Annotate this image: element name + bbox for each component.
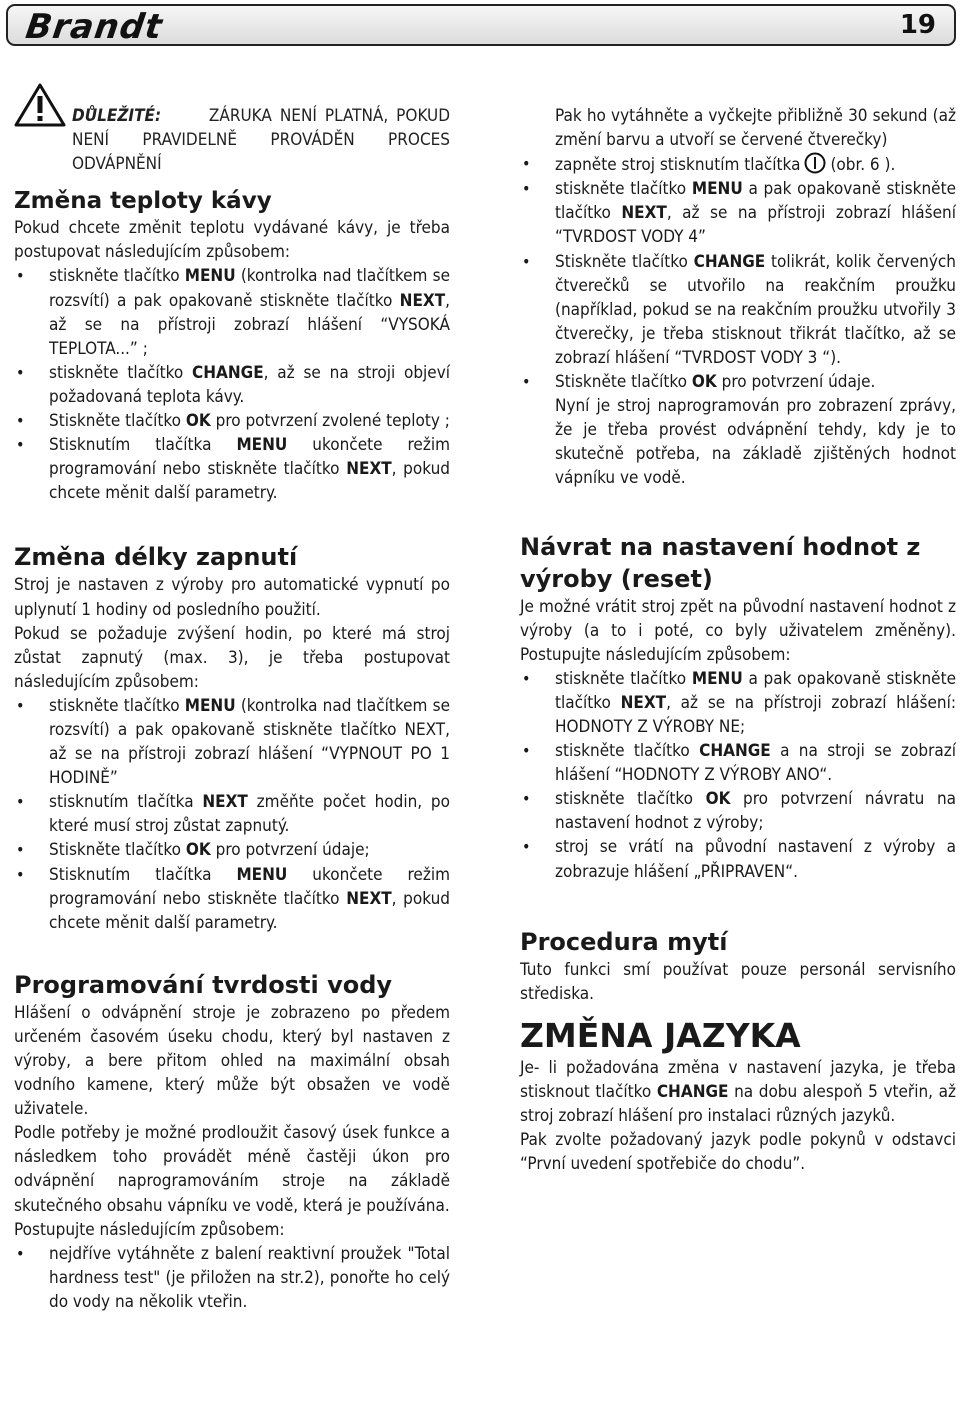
- on-time-steps: [14, 694, 450, 935]
- list-item: • stisknutím tlačítka NEXT změňte počet hodin, po které musí stroj zůstat zapnutý.: [14, 790, 450, 838]
- page-number: 19: [899, 10, 936, 40]
- list-item: • stiskněte tlačítko MENU a pak opakovaně stiskněte tlačítko NEXT, až se na přístroji zobrazí hlášení “TVRDOST VODY 4”: [520, 177, 956, 249]
- warning-triangle-icon: [14, 82, 66, 128]
- on-time-p1: Stroj je nastaven z výroby pro automatické vypnutí po uplynutí 1 hodiny od posledního použití.: [14, 575, 450, 620]
- list-item: • stiskněte tlačítko MENU a pak opakovaně stiskněte tlačítko NEXT, až se na přístroji zobrazí hlášení: HODNOTY Z VÝROBY NE;: [520, 667, 956, 739]
- list-item: • Stiskněte tlačítko CHANGE tolikrát, kolik červených čtverečků se utvořilo na reakčním proužku (například, pokud se na reakčním proužku utvořily 3 čtverečky, je třeba stisknout třikrát tlačítko, až se zobrazí hlášení “TVRDOST VODY 3 “).: [520, 250, 956, 370]
- washing-p1: Tuto funkci smí používat pouze personál servisního střediska.: [520, 959, 956, 1004]
- list-item-continued: Pak ho vytáhněte a vyčkejte přibližně 30 sekund (až změní barvu a utvoří se červené čtverečky): [555, 106, 956, 151]
- list-item: • stroj se vrátí na původní nastavení z výroby a zobrazuje hlášení „PŘIPRAVEN“.: [520, 835, 956, 883]
- heading-on-time: Změna délky zapnutí: [14, 543, 298, 572]
- hardness-p1: Hlášení o odvápnění stroje je zobrazeno po předem určeném časovém úseku chodu, který byl nastaven z výroby, a bere přitom ohled na maximální obsah vodního kamene, který může být obsažen ve vodě uživatele.: [14, 1002, 450, 1120]
- language-p2: Pak zvolte požadovaný jazyk podle pokynů v odstavci “První uvedení spotřebiče do chodu”.: [520, 1130, 956, 1175]
- warning-text: ZÁRUKA NENÍ PLATNÁ, POKUD NENÍ PRAVIDELNĚ PROVÁDĚN PROCES ODVÁPNĚNÍ: [72, 106, 450, 175]
- hardness-p2: Podle potřeby je možné prodloužit časový úsek funkce a následkem toho provádět méně častěji úkon pro odvápnění naprogramováním stroje na základě skutečného obsahu vápníku ve vodě, která je používána.: [14, 1123, 450, 1216]
- language-p1: Je- li požadována změna v nastavení jazyka, je třeba stisknout tlačítko CHANGE na dobu alespoň 5 vteřin, až stroj zobrazí hlášení pro instalaci různých jazyků.: [520, 1057, 956, 1126]
- list-item-continued: Nyní je stroj naprogramován pro zobrazení zprávy, že je třeba provést odvápnění tehdy, kdy je to skutečně potřeba, na základě zjištěných hodnot vápníku ve vodě.: [555, 396, 956, 489]
- heading-coffee-temp: Změna teploty kávy: [14, 188, 272, 215]
- reset-p1: Je možné vrátit stroj zpět na původní nastavení hodnot z výroby (a to i poté, co byly uživatelem změněny). Postupujte následujícím způsobem:: [520, 596, 956, 665]
- heading-language: ZMĚNA JAZYKA: [520, 1015, 801, 1055]
- coffee-temp-steps: [14, 264, 450, 505]
- heading-washing: Procedura mytí: [520, 927, 728, 956]
- list-item: • Stiskněte tlačítko OK pro potvrzení údaje.: [520, 370, 956, 394]
- hardness-steps-part1: [14, 1242, 450, 1314]
- list-item: • stiskněte tlačítko CHANGE, až se na stroji objeví požadovaná teplota kávy.: [14, 361, 450, 409]
- list-item: • Stisknutím tlačítka MENU ukončete režim programování nebo stiskněte tlačítko NEXT, pokud chcete měnit další parametry.: [14, 863, 450, 935]
- list-item: • stiskněte tlačítko CHANGE a na stroji se zobrazí hlášení “HODNOTY Z VÝROBY ANO“.: [520, 739, 956, 787]
- warning-label: DŮLEŽITÉ:: [72, 106, 162, 126]
- hardness-steps-part2: [520, 104, 956, 491]
- right-column: [520, 104, 956, 1176]
- heading-hardness: Programování tvrdosti vody: [14, 970, 393, 999]
- on-time-p2: Pokud se požaduje zvýšení hodin, po které má stroj zůstat zapnutý (max. 3), je třeba postupovat následujícím způsobem:: [14, 623, 450, 692]
- warning-notice: [14, 104, 450, 176]
- left-column: [14, 104, 450, 1314]
- power-button-icon: [804, 152, 826, 174]
- page-header: [6, 4, 956, 46]
- brand-logo: Brandt: [23, 7, 166, 47]
- list-item: • stiskněte tlačítko OK pro potvrzení návratu na nastavení hodnot z výroby;: [520, 787, 956, 835]
- reset-steps: [520, 667, 956, 884]
- list-item: • Stiskněte tlačítko OK pro potvrzení zvolené teploty ;: [14, 409, 450, 433]
- list-item: • stiskněte tlačítko MENU (kontrolka nad tlačítkem se rozsvítí) a pak opakovaně stiskněte tlačítko NEXT, až se na přístroji zobrazí hlášení “VYSOKÁ TEPLOTA...” ;: [14, 264, 450, 360]
- coffee-temp-intro: Pokud chcete změnit teplotu vydávané kávy, je třeba postupovat následujícím způsobem:: [14, 218, 450, 263]
- heading-reset: Návrat na nastavení hodnot z výroby (reset): [520, 532, 921, 593]
- list-item: • zapněte stroj stisknutím tlačítka (obr. 6 ).: [520, 152, 956, 177]
- list-item: • nejdříve vytáhněte z balení reaktivní proužek "Total hardness test" (je přiložen na str.2), ponořte ho celý do vody na několik vteřin.: [14, 1242, 450, 1314]
- list-item: • Stiskněte tlačítko OK pro potvrzení údaje;: [14, 838, 450, 862]
- list-item: • stiskněte tlačítko MENU (kontrolka nad tlačítkem se rozsvítí) a pak opakovaně stiskněte tlačítko NEXT, až se na přístroji zobrazí hlášení “VYPNOUT PO 1 HODINĚ”: [14, 694, 450, 790]
- list-item: • Stisknutím tlačítka MENU ukončete režim programování nebo stiskněte tlačítko NEXT, pokud chcete měnit další parametry.: [14, 433, 450, 505]
- hardness-p3: Postupujte následujícím způsobem:: [14, 1219, 285, 1240]
